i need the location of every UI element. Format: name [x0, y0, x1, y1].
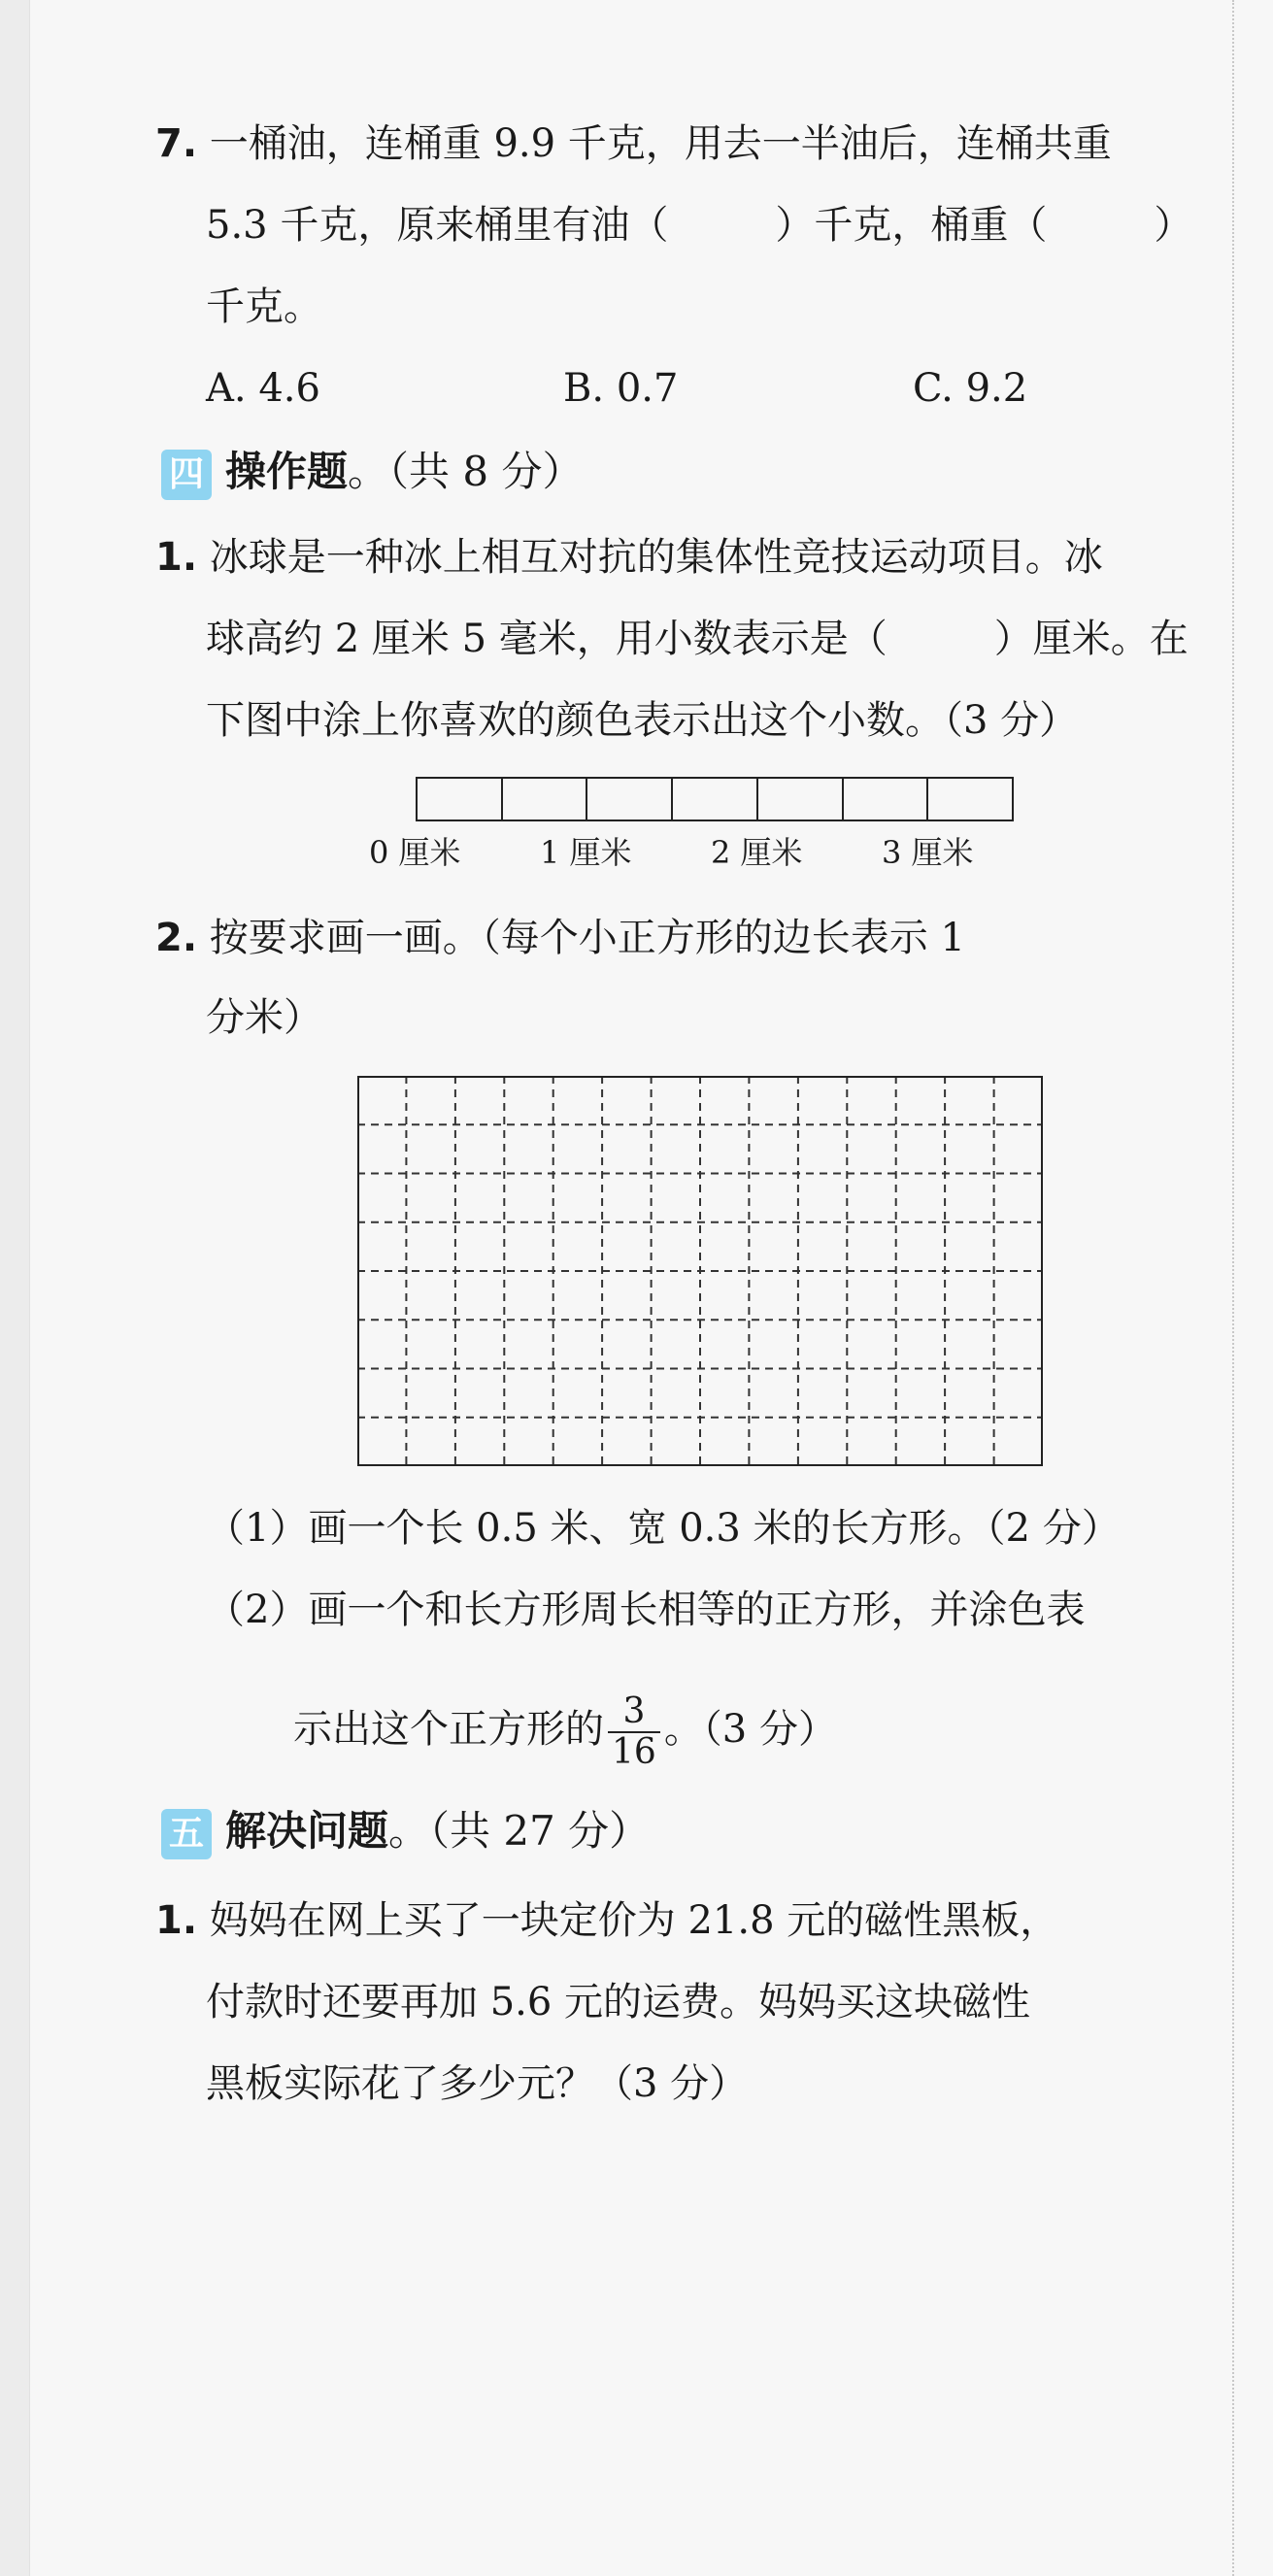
section5-badge: 五	[161, 1809, 212, 1859]
q7-text-line1: 一桶油，连桶重 9.9 千克，用去一半油后，连桶共重	[209, 121, 1112, 166]
s4q2-sub1: （1）画一个长 0.5 米、宽 0.3 米的长方形。（2 分）	[206, 1506, 1121, 1551]
s4q2-sub2-text-b: 。（3 分）	[663, 1707, 837, 1752]
s4q2-sub2-line1: （2）画一个和长方形周长相等的正方形，并涂色表	[206, 1588, 1086, 1632]
q7-number: 7.	[155, 121, 198, 166]
page-left-edge	[0, 0, 30, 2576]
s4q2-line2: 分米）	[206, 995, 322, 1040]
section4-header	[161, 445, 583, 500]
s5q1-number: 1.	[155, 1898, 198, 1943]
fraction-denominator: 16	[612, 1732, 656, 1772]
fraction-numerator: 3	[608, 1692, 660, 1733]
ruler-cell[interactable]	[587, 779, 673, 820]
q7-option-a[interactable]: A. 4.6	[206, 366, 320, 411]
ruler-cell[interactable]	[503, 779, 588, 820]
s5q1-text-line1: 妈妈在网上买了一块定价为 21.8 元的磁性黑板，	[209, 1898, 1059, 1943]
s4q1-number: 1.	[155, 535, 198, 580]
q7-text-line2-a: 5.3 千克，原来桶里有油（	[206, 203, 669, 248]
section5-header	[161, 1804, 650, 1859]
q7-line1	[155, 117, 1112, 171]
s4q1-text-line2-b: ）厘米。在	[993, 617, 1189, 661]
s4q1-line1	[155, 530, 1103, 585]
s4q2-text-line1: 按要求画一画。（每个小正方形的边长表示 1	[209, 916, 965, 960]
grid-svg[interactable]	[357, 1076, 1043, 1466]
ruler-label-1: 1 厘米	[540, 834, 632, 871]
ruler-label-2: 2 厘米	[711, 834, 803, 871]
q7-text-line2-c: ）	[1154, 203, 1193, 248]
s4q1-text-line2-a: 球高约 2 厘米 5 毫米，用小数表示是（	[206, 617, 888, 661]
s4q2-sub2-text-a: 示出这个正方形的	[293, 1707, 604, 1752]
s4q1-text-line1: 冰球是一种冰上相互对抗的集体性竞技运动项目。冰	[209, 535, 1103, 580]
s4q2-number: 2.	[155, 916, 198, 960]
page-right-edge	[1232, 0, 1234, 2576]
q7-option-c[interactable]: C. 9.2	[913, 366, 1028, 411]
ruler-label-3: 3 厘米	[882, 834, 974, 871]
ruler-cell[interactable]	[758, 779, 844, 820]
section5-score: 。（共 27 分）	[388, 1807, 651, 1855]
ruler-bar[interactable]	[416, 777, 1014, 821]
q7-text-line2-b: ）千克，桶重（	[775, 203, 1048, 248]
section4-score: 。（共 8 分）	[348, 448, 584, 495]
ruler-cell[interactable]	[844, 779, 929, 820]
fraction-3-16	[608, 1692, 660, 1772]
drawing-grid[interactable]	[357, 1076, 1043, 1470]
s4q1-line2	[206, 612, 1189, 666]
section4-badge: 四	[161, 450, 212, 500]
section5-title: 解决问题	[225, 1807, 389, 1855]
ruler-cell[interactable]	[418, 779, 503, 820]
s5q1-line2: 付款时还要再加 5.6 元的运费。妈妈买这块磁性	[206, 1980, 1031, 2024]
s5q1-line3: 黑板实际花了多少元？（3 分）	[206, 2061, 749, 2106]
q7-line2	[206, 198, 1192, 252]
ruler-label-0: 0 厘米	[369, 834, 461, 871]
ruler-cell[interactable]	[673, 779, 758, 820]
q7-option-b[interactable]: B. 0.7	[563, 366, 679, 411]
ruler-cell[interactable]	[928, 779, 1012, 820]
s4q2-sub2-line2	[293, 1686, 837, 1773]
s5q1-line1	[155, 1893, 1058, 1948]
q7-line3: 千克。	[206, 284, 322, 329]
s4q1-line3: 下图中涂上你喜欢的颜色表示出这个小数。（3 分）	[206, 698, 1079, 743]
s4q2-line1	[155, 911, 965, 965]
section4-title: 操作题	[225, 448, 349, 495]
